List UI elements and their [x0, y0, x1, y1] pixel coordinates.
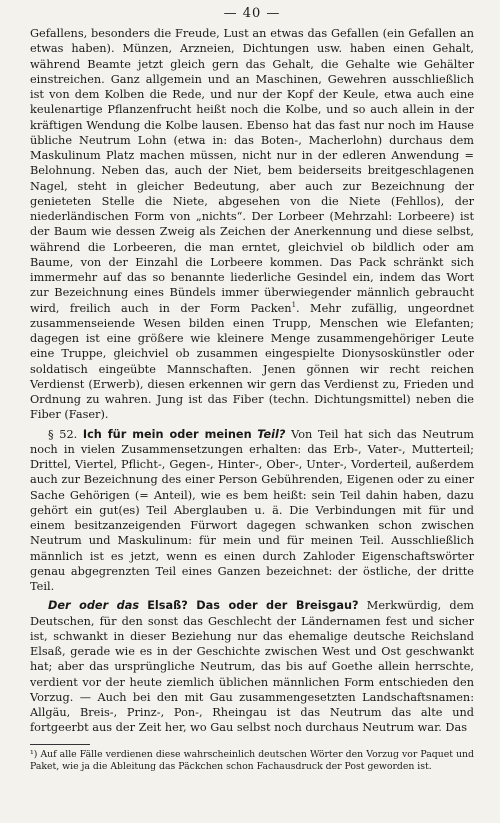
section-body: Von Teil hat sich das Neutrum noch in vielen Zusammensetzungen erhalten: das Erb-, Vater-, Mutterteil; Drittel, Viertel, Pflicht-, Gegen-, Hinter-, Ober-, Unter-, Vorderteil, außerdem auch zur Bezeichnung des einer Person Gebührenden, Eigenen oder zu einer Sache Gehörigen (= Anteil), wie es bem heißt: sein Teil dahin haben, dazu gehört ein gut(es) Teil Aberglauben u. ä. Die Verbindungen mit für und einem besitzanzeigenden Fürwort dagegen schwanken schon zwischen Neutrum und Maskulinum: für mein und für meinen Teil. Ausschließlich männlich ist es jetzt, wenn es einen durch Zahloder Eigenschaftswörter genau abgegrenzten Teil eines Ganzen bezeichnet: der östliche, der dritte Teil. — [30, 427, 475, 593]
section-number: § 52. — [48, 427, 78, 441]
section-elsass — [30, 598, 474, 735]
section-heading: Ich für mein oder meinen — [82, 427, 252, 441]
paragraph-text: Gefallens, besonders die Freude, Lust an etwas das Gefallen (ein Gefallen an etwas haben). Münzen, Arzneien, Dichtungen usw. haben einen Gehalt, während Beamte jetzt gleich gern das Gehalt, die Gehalte wie Gehälter einstreichen. Ganz allgemein und an Maschinen, Gewehren ausschließlich ist von dem Kolben die Rede, und nur der Kopf der Keule, etwa auch eine keulenartige Pflanzenfrucht heißt noch die Kolbe, und so auch allein in der kräftigen Wendung die Kolbe lausen. Ebenso hat das fast nur noch im Hause übliche Neutrum Lohn (etwa in: das Boten-, Macherlohn) durchaus dem Maskulinum Platz machen müssen, nicht nur in der edleren Anwendung = Belohnung. Neben das, auch der Niet, bem beiderseits breitgeschlagenen Nagel, steht in gleicher Bedeutung, aber auch zur Bezeichnung der genieteten Stelle die Niete, abgesehen von die Niete (Fehllos), der niederländischen Form von „nichts“. Der Lorbeer (Mehrzahl: Lorbeere) ist der Baum wie dessen Zweig als Zeichen der Anerkennung und diese selbst, während die Lorbeeren, die man erntet, gleichviel ob bildlich oder am Baume, von der Einzahl die Lorbeere kommen. Das Pack schränkt sich immermehr auf das so benannte liederliche Gesindel ein, indem das Wort zur Bezeichnung eines Bündels immer überwiegender männlich gebraucht wird, freilich auch in der Form Packen — [30, 27, 474, 315]
paragraph-gender-examples — [30, 26, 474, 423]
elsass-heading: Elsaß? Das oder der Breisgau? — [147, 599, 359, 613]
page-number: — 40 — — [223, 6, 281, 21]
paragraph-text-continued: . Mehr zufällig, ungeordnet zusammenseiende Wesen bilden einen Trupp, Menschen wie Elefanten; dagegen ist eine größere wie kleinere Menge zusammengehöriger Leute eine Truppe, gleichviel ob zusammen eingespielte Dionysoskünstler oder soldatisch eingeübte Mannschaften. Jenen gönnen wir recht reichen Verdienst (Erwerb), diesen erkennen wir gern das Verdienst zu, Frieden und Ordnung zu wahren. Jung ist das Fiber (techn. Dichtungsmittel) neben die Fiber (Faser). — [30, 301, 474, 422]
footnote-divider — [30, 744, 90, 745]
footnote: ¹) Auf alle Fälle verdienen diese wahrscheinlich deutschen Wörter den Vorzug vor Paquet und Paket, wie ja die Ableitung das Päckchen schon Fachausdruck der Post geworden ist. — [30, 748, 474, 772]
elsass-heading-italic: Der oder das — [48, 599, 140, 613]
footnote-marker: 1 — [291, 300, 297, 309]
section-52 — [30, 427, 474, 595]
section-heading-italic: Teil? — [257, 427, 286, 441]
elsass-body: Merkwürdig, dem Deutschen, für den sonst das Geschlecht der Ländernamen fest und sicher ist, schwankt in dieser Beziehung nur das ehemalige deutsche Reichsland Elsaß, gerade wie es in der Geschichte zwischen West und Ost geschwankt hat; aber das ursprüngliche Neutrum, das bis auf Goethe allein herrschte, verdient vor der heute ziemlich üblichen männlichen Form entschieden den Vorzug. — Auch bei den mit Gau zusammengesetzten Landschaftsnamen: Allgäu, Breis-, Prinz-, Pon-, Rheingau ist das Neutrum das alte und fortgeerbt aus der Zeit her, wo Gau selbst noch durchaus Neutrum war. Das — [30, 599, 475, 735]
